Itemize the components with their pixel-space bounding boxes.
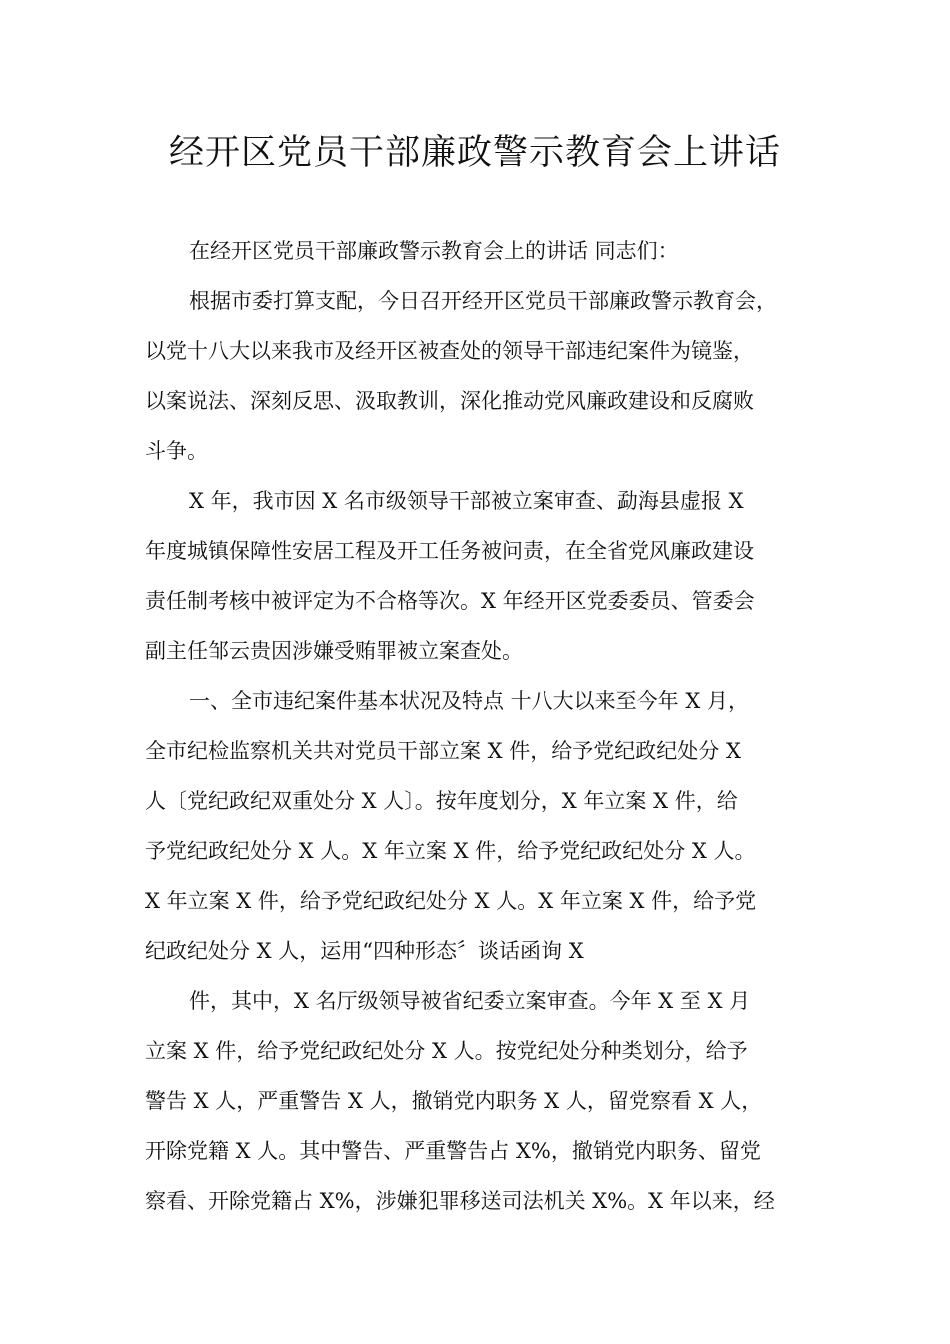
paragraph-line: 斗争。 bbox=[145, 439, 208, 463]
paragraph-line: 察看、开除党籍占 X%，涉嫌犯罪移送司法机关 X%。X 年以来，经 bbox=[145, 1189, 775, 1213]
paragraph-line: 纪政纪处分 X 人，运用“四种形态〞谈话函询 X bbox=[145, 939, 584, 963]
paragraph-line: 予党纪政纪处分 X 人。X 年立案 X 件，给予党纪政纪处分 X 人。 bbox=[145, 839, 756, 863]
paragraph-line: 件，其中，X 名厅级领导被省纪委立案审查。今年 X 至 X 月 bbox=[189, 989, 751, 1013]
paragraph-line: 一、全市违纪案件基本状况及特点 十八大以来至今年 X 月， bbox=[189, 689, 749, 713]
paragraph-line: 责任制考核中被评定为不合格等次。X 年经开区党委委员、管委会 bbox=[145, 589, 755, 613]
paragraph-line: X 年立案 X 件，给予党纪政纪处分 X 人。X 年立案 X 件，给予党 bbox=[145, 889, 757, 913]
paragraph-line: 开除党籍 X 人。其中警告、严重警告占 X%，撤销党内职务、留党 bbox=[145, 1139, 761, 1163]
paragraph-line: 在经开区党员干部廉政警示教育会上的讲话 同志们： bbox=[189, 239, 679, 263]
paragraph-line: 立案 X 件，给予党纪政纪处分 X 人。按党纪处分种类划分，给予 bbox=[145, 1039, 748, 1063]
paragraph-line: 以党十八大以来我市及经开区被查处的领导干部违纪案件为镜鉴， bbox=[145, 339, 754, 363]
paragraph-line: 全市纪检监察机关共对党员干部立案 X 件，给予党纪政纪处分 X bbox=[145, 739, 741, 763]
document-title: 经开区党员干部廉政警示教育会上讲话 bbox=[168, 133, 781, 173]
paragraph-line: X 年，我市因 X 名市级领导干部被立案审查、勐海县虚报 X bbox=[189, 489, 744, 513]
paragraph-line: 警告 X 人，严重警告 X 人，撤销党内职务 X 人，留党察看 X 人， bbox=[145, 1089, 763, 1113]
paragraph-line: 以案说法、深刻反思、汲取教训，深化推动党风廉政建设和反腐败 bbox=[145, 389, 754, 413]
paragraph-line: 年度城镇保障性安居工程及开工任务被问责，在全省党风廉政建设 bbox=[145, 539, 754, 563]
paragraph-line: 人〔党纪政纪双重处分 X 人〕。按年度划分，X 年立案 X 件，给 bbox=[145, 789, 738, 813]
paragraph-line: 根据市委打算支配，今日召开经开区党员干部廉政警示教育会， bbox=[189, 289, 777, 313]
paragraph-line: 副主任邹云贵因涉嫌受贿罪被立案查处。 bbox=[145, 639, 523, 663]
